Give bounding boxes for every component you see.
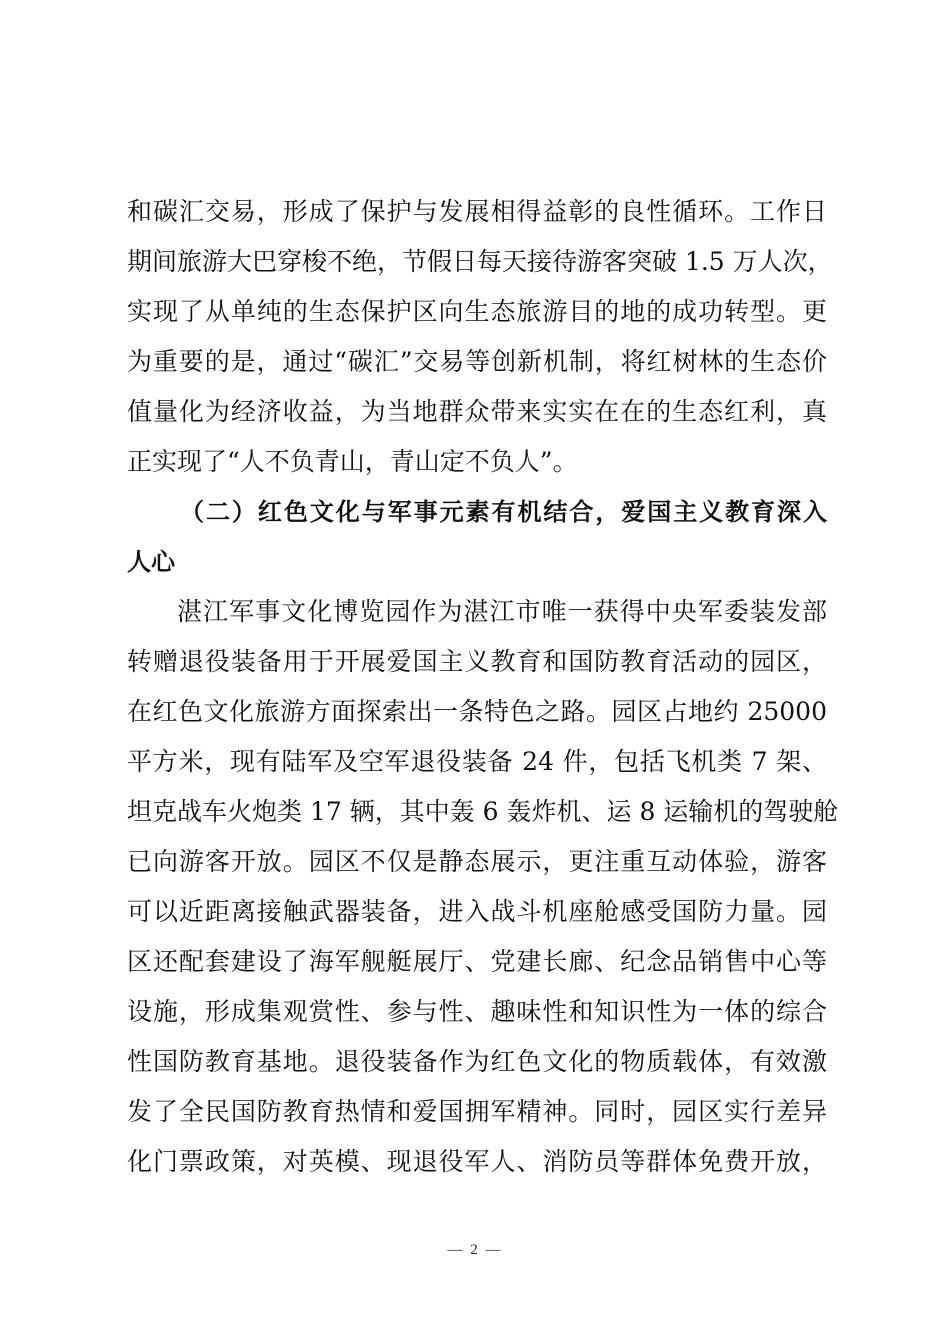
- section-heading: （二）红色文化与军事元素有机结合，爱国主义教育深入: [180, 498, 827, 526]
- page-number: — 2 —: [447, 1242, 503, 1258]
- text-line: 已向游客开放。园区不仅是静态展示，更注重互动体验，游客: [127, 847, 827, 876]
- text-line: 可以近距离接触武器装备，进入战斗机座舱感受国防力量。园: [127, 897, 827, 926]
- section-heading-continuation: 人心: [127, 548, 175, 576]
- text-line: 性国防教育基地。退役装备作为红色文化的物质载体，有效激: [127, 1047, 827, 1076]
- text-line: 期间旅游大巴穿梭不绝，节假日每天接待游客突破 1.5 万人次，: [127, 247, 833, 276]
- text-line: 在红色文化旅游方面探索出一条特色之路。园区占地约 25000: [127, 697, 827, 726]
- text-line: 设施，形成集观赏性、参与性、趣味性和知识性为一体的综合: [127, 997, 827, 1026]
- text-line: 平方米，现有陆军及空军退役装备 24 件，包括飞机类 7 架、: [127, 747, 827, 776]
- text-line: 坦克战车火炮类 17 辆，其中轰 6 轰炸机、运 8 运输机的驾驶舱: [127, 797, 839, 826]
- text-line: 化门票政策，对英模、现退役军人、消防员等群体免费开放，: [127, 1147, 827, 1176]
- text-line: 和碳汇交易，形成了保护与发展相得益彰的良性循环。工作日: [127, 197, 827, 226]
- text-line: 实现了从单纯的生态保护区向生态旅游目的地的成功转型。更: [127, 297, 827, 326]
- text-line: 发了全民国防教育热情和爱国拥军精神。同时，园区实行差异: [127, 1097, 827, 1126]
- text-line: 值量化为经济收益，为当地群众带来实实在在的生态红利，真: [127, 397, 827, 426]
- text-line: 湛江军事文化博览园作为湛江市唯一获得中央军委装发部: [177, 597, 827, 626]
- text-line: 区还配套建设了海军舰艇展厅、党建长廊、纪念品销售中心等: [127, 947, 827, 976]
- text-line: 转赠退役装备用于开展爱国主义教育和国防教育活动的园区，: [127, 647, 827, 676]
- text-line: 正实现了“人不负青山，青山定不负人”。: [127, 447, 578, 476]
- text-line: 为重要的是，通过“碳汇”交易等创新机制，将红树林的生态价: [127, 347, 827, 376]
